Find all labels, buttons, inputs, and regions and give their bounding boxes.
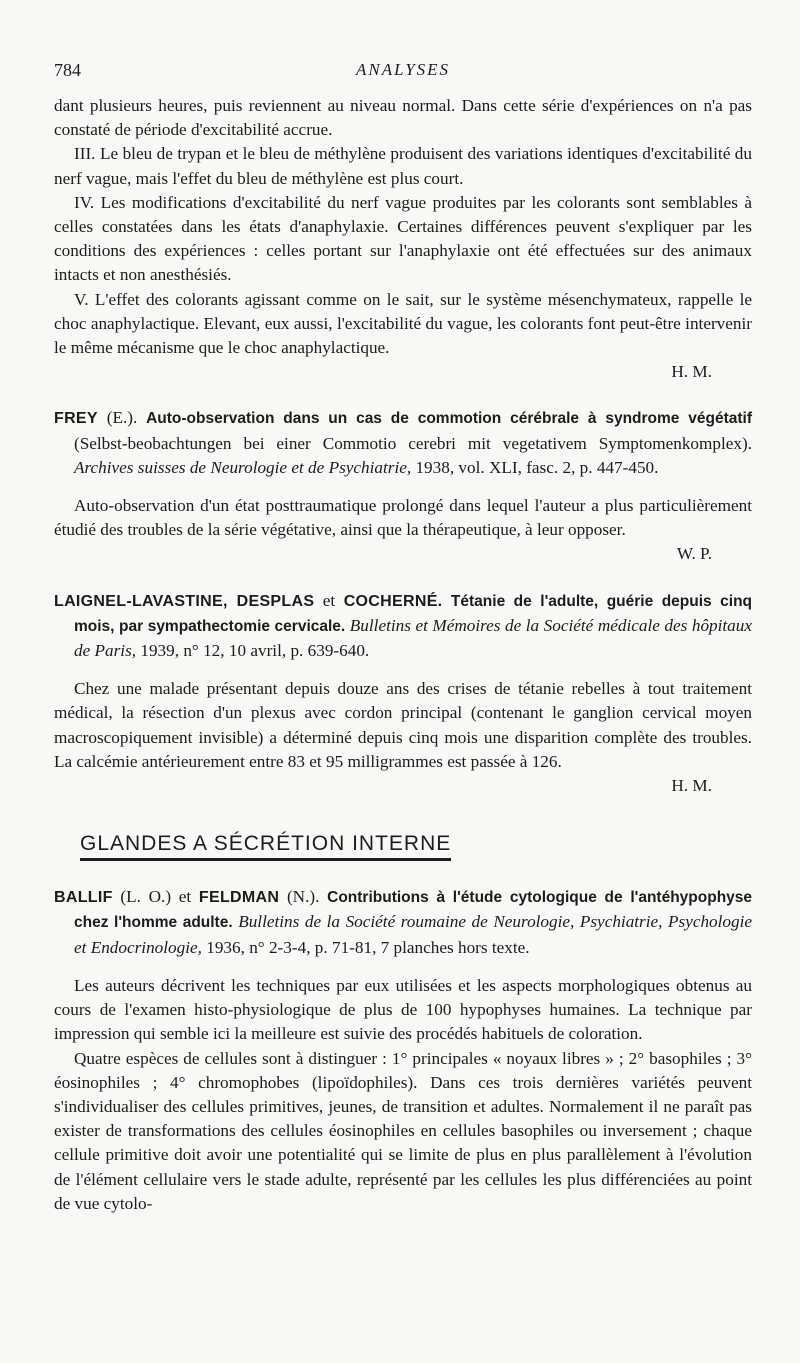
running-title: ANALYSES (355, 60, 451, 79)
page-header (54, 60, 752, 84)
signature: H. M. (671, 362, 712, 382)
section-heading: GLANDES A SÉCRÉTION INTERNE (80, 832, 451, 861)
journal-name: Bulletins et Mémoires de la Société médicale des hôpitaux de Paris, (74, 615, 753, 661)
citation (54, 885, 752, 960)
signature: W. P. (676, 544, 712, 564)
citation-details: 1938, vol. XLI, fasc. 2, p. 447-450. (415, 457, 659, 477)
abstract-text: Auto-observation d'un état posttraumatique prolongé dans lequel l'auteur a plus particulièrement étudié des troubles de la série végétative, ainsi que la thérapeutique, à leur opposer. (54, 496, 752, 540)
page-content (54, 94, 752, 1216)
conjunction: et (178, 887, 192, 907)
article-title: Tétanie de l'adulte, guérie depuis cinq mois, par sympathectomie cervicale. (74, 592, 753, 635)
abstract-text: Les auteurs décrivent les techniques par eux utilisées et les aspects morphologiques obtenus au cours de l'examen histo-physiologique de plus de 100 hypophyses humaines. La technique par impression qui semble ici la meilleure est suivie des procédés habituels de coloration. (54, 975, 752, 1044)
citation-details: 1936, n° 2-3-4, p. 71-81, 7 planches hors texte. (206, 937, 530, 957)
paragraph-iv: IV. Les modifications d'excitabilité du nerf vague produites par les colorants sont semblables à celles constatées dans les états d'anaphylaxie. Certaines différences peuvent s'expliquer par les conditions des expériences : celles portant sur l'anaphylaxie ont été effectuées sur des animaux intacts et non anesthésiés. (54, 192, 752, 285)
signature: H. M. (671, 776, 712, 796)
author: BALLIF (54, 889, 113, 907)
paragraph-continued: dant plusieurs heures, puis reviennent au niveau normal. Dans cette série d'expériences on n'a pas constaté de période d'excitabilité accrue. (54, 96, 752, 140)
article-title: Auto-observation dans un cas de commotion cérébrale à syndrome végétatif (146, 410, 753, 428)
paragraph-iii: III. Le bleu de trypan et le bleu de méthylène produisent des variations identiques d'excitabilité du nerf vague, mais l'effet du bleu de méthylène est plus court. (54, 144, 752, 188)
author: FREY (54, 410, 98, 428)
author: FELDMAN (198, 889, 280, 907)
original-title: (Selbst-beobachtungen bei einer Commotio cerebri mit vegetativem Symptomenkomplex). (74, 433, 752, 453)
abstract-text: Chez une malade présentant depuis douze ans des crises de tétanie rebelles à tout traitement médical, la résection d'un plexus avec cordon principal (contenant le ganglion cervical moyen macroscopiquement invisible) a déterminé depuis cinq mois une disparition complète des troubles. La calcémie antérieurement entre 83 et 95 milligrammes est passée à 126. (54, 679, 752, 771)
citation (54, 406, 752, 480)
abstract-entry-ballif (54, 885, 752, 1216)
citation-details: 1939, n° 12, 10 avril, p. 639-640. (140, 641, 370, 661)
journal-name: Bulletins de la Société roumaine de Neurologie, Psychiatrie, Psychologie et Endocrinologie, (74, 912, 752, 957)
author-initials: (L. O.) (120, 887, 172, 907)
conjunction: et (322, 590, 336, 610)
author: COCHERNÉ. (343, 592, 443, 610)
abstract-entry-laignel (54, 589, 752, 799)
journal-name: Archives suisses de Neurologie et de Psychiatrie, (74, 457, 412, 477)
page-number: 784 (54, 60, 81, 80)
abstract-entry-frey (54, 406, 752, 566)
author-initials: (N.). (286, 887, 320, 907)
citation (54, 589, 752, 664)
article-title: Contributions à l'étude cytologique de l'antéhypophyse chez l'homme adulte. (74, 889, 753, 932)
paragraph-v: V. L'effet des colorants agissant comme on le sait, sur le système mésenchymateux, rappelle le choc anaphylactique. Elevant, eux aussi, l'excitabilité du vague, les colorants font peut-être intervenir le même mécanisme que le choc anaphylactique. (54, 289, 752, 358)
abstract-text: Quatre espèces de cellules sont à distinguer : 1° principales « noyaux libres » ; 2° basophiles ; 3° éosinophiles ; 4° chromophobes (lipoïdophiles). Dans ces trois dernières variétés peuvent s'individualiser des cellules primitives, jeunes, de transition et adultes. Normalement il ne paraît pas exister de transformations des cellules éosinophiles en cellules basophiles ou inversement ; chaque cellule primitive doit avoir une potentialité qui se limite de plus en plus parallèlement à l'évolution de l'élément cellulaire vers le stade adulte, représenté par les cellules les plus différenciées au point de vue cytolo- (54, 1048, 752, 1213)
author-initials: (E.). (106, 408, 138, 428)
author: LAIGNEL-LAVASTINE, DESPLAS (54, 592, 315, 610)
